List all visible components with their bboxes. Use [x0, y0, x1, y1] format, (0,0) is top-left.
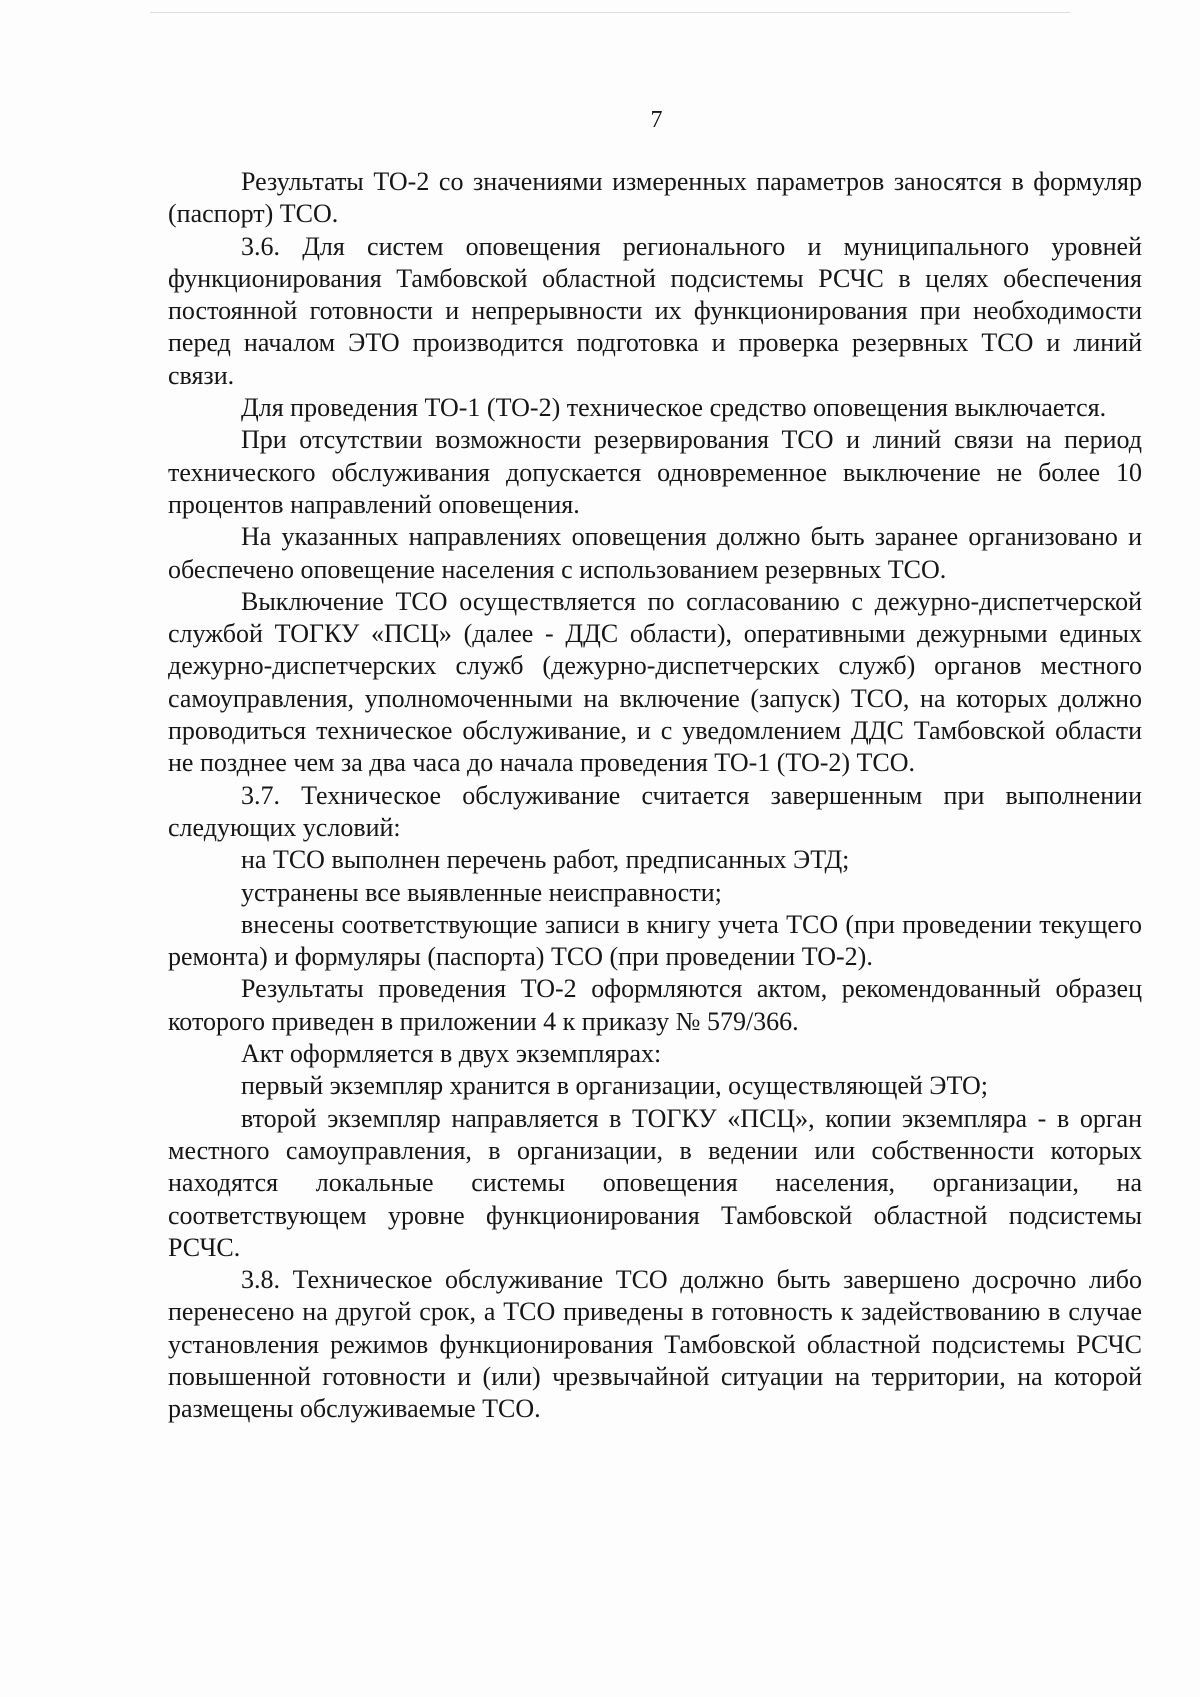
paragraph-switch-off: Для проведения ТО-1 (ТО-2) техническое средство оповещения выключается.	[241, 393, 1107, 423]
paragraph-condition-records: внесены соответствующие записи в книгу учета ТСО (при проведении текущего ремонта) и формуляры (паспорта) ТСО (при проведении ТО-2).	[168, 909, 1142, 972]
page-number: 7	[650, 107, 663, 133]
paragraph-condition-faults: устранены все выявленные неисправности;	[241, 877, 722, 907]
paragraph-coordination: Выключение ТСО осуществляется по согласованию с дежурно-диспетчерской службой ТОГКУ «ПСЦ» (далее - ДДС области), оперативными дежурными единых дежурно-диспетчерских служб (дежурно-диспетчерских служб) органов местного самоуправления, уполномоченными на включение (запуск) ТСО, на которых должно проводиться техническое обслуживание, и с уведомлением ДДС Тамбовской области не позднее чем за два часа до начала проведения ТО-1 (ТО-2) ТСО.	[168, 586, 1142, 778]
paragraph-no-reservation: При отсутствии возможности резервирования ТСО и линий связи на период технического обслуживания допускается одновременное выключение не более 10 процентов направлений оповещения.	[168, 425, 1142, 519]
document-body	[168, 166, 1142, 1426]
paragraph-condition-works: на ТСО выполнен перечень работ, предписанных ЭТД;	[241, 845, 850, 875]
paragraph-first-copy: первый экземпляр хранится в организации, осуществляющей ЭТО;	[241, 1071, 989, 1101]
paragraph-3-8: 3.8. Техническое обслуживание ТСО должно быть завершено досрочно либо перенесено на другой срок, а ТСО приведены в готовность к задействованию в случае установления режимов функционирования Тамбовской областной подсистемы РСЧС повышенной готовности и (или) чрезвычайной ситуации на территории, на которой размещены обслуживаемые ТСО.	[168, 1265, 1142, 1424]
paragraph-second-copy: второй экземпляр направляется в ТОГКУ «ПСЦ», копии экземпляра - в орган местного самоуправления, в организации, в ведении или собственности которых находятся локальные системы оповещения населения, организации, на соответствующем уровне функционирования Тамбовской областной подсистемы РСЧС.	[168, 1103, 1142, 1262]
paragraph-results-to2: Результаты ТО-2 со значениями измеренных параметров заносятся в формуляр (паспорт) ТСО.	[168, 167, 1142, 229]
paragraph-directions: На указанных направлениях оповещения должно быть заранее организовано и обеспечено оповещение населения с использованием резервных ТСО.	[168, 522, 1142, 584]
paragraph-two-copies: Акт оформляется в двух экземплярах:	[241, 1039, 662, 1069]
paragraph-3-7: 3.7. Техническое обслуживание считается завершенным при выполнении следующих условий:	[168, 780, 1142, 842]
paragraph-act: Результаты проведения ТО-2 оформляются актом, рекомендованный образец которого приведен в приложении 4 к приказу № 579/366.	[168, 974, 1142, 1036]
paragraph-3-6: 3.6. Для систем оповещения регионального и муниципального уровней функционирования Тамбовской областной подсистемы РСЧС в целях обеспечения постоянной готовности и непрерывности их функционирования при необходимости перед началом ЭТО производится подготовка и проверка резервных ТСО и линий связи.	[168, 231, 1142, 390]
scan-edge-line	[150, 12, 1070, 13]
